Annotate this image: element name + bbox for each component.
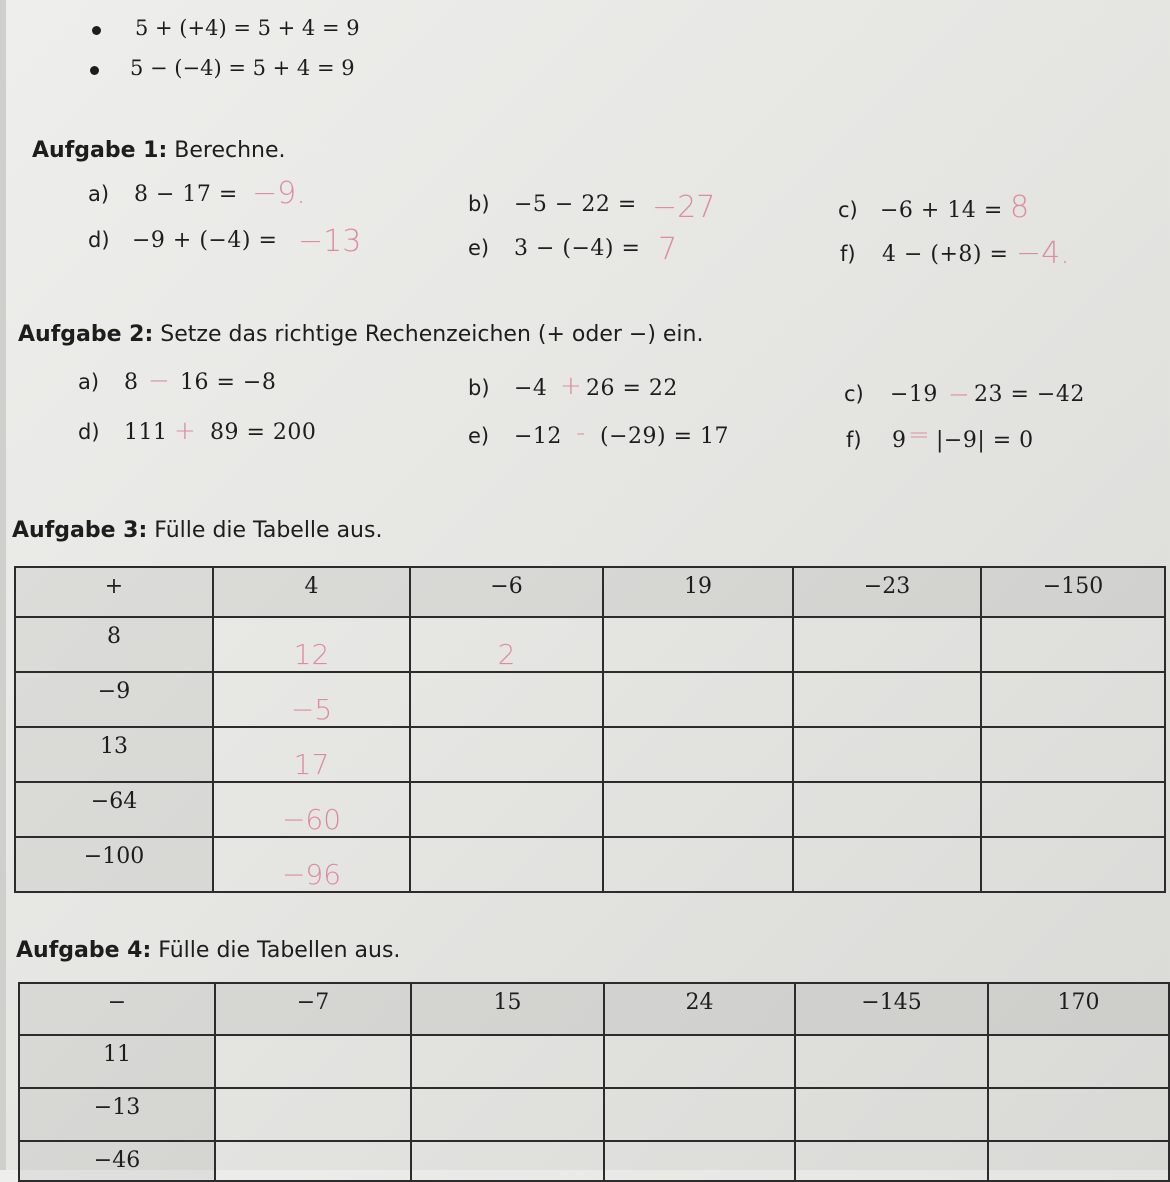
row-header: −46 (19, 1141, 215, 1181)
task1-label: f) (840, 242, 856, 266)
table-cell[interactable] (213, 672, 410, 727)
handwritten-answer: −60 (281, 803, 342, 836)
table-corner-operator: − (19, 983, 215, 1035)
addition-table (14, 566, 1166, 893)
table-row (19, 1035, 1169, 1088)
task3-title: Aufgabe 3: Fülle die Tabelle aus. (12, 518, 383, 543)
task2-operator: - (576, 418, 586, 448)
table-row (19, 1141, 1169, 1181)
table-cell[interactable] (410, 782, 603, 837)
task2-label: a) (78, 370, 100, 394)
row-header: −64 (15, 782, 213, 837)
table-cell[interactable] (793, 672, 981, 727)
table-cell[interactable] (795, 1035, 988, 1088)
task2-left: 8 (124, 370, 139, 395)
table-cell[interactable] (410, 617, 603, 672)
task1-label: e) (468, 236, 490, 260)
table-cell[interactable] (411, 1035, 604, 1088)
bullet (92, 26, 101, 35)
column-header: −7 (215, 983, 411, 1035)
task2-left: −4 (514, 376, 548, 401)
table-cell[interactable] (215, 1035, 411, 1088)
subtraction-table (18, 982, 1170, 1182)
table-cell[interactable] (213, 782, 410, 837)
table-cell[interactable] (604, 1088, 795, 1141)
column-header: 15 (411, 983, 604, 1035)
task2-operator: = (908, 420, 930, 450)
table-row (19, 1088, 1169, 1141)
table-cell[interactable] (213, 727, 410, 782)
table-cell[interactable] (981, 837, 1165, 892)
table-cell[interactable] (411, 1088, 604, 1141)
bullet (90, 66, 99, 75)
task1-answer: −27 (652, 190, 716, 225)
column-header: 4 (213, 567, 410, 617)
table-cell[interactable] (988, 1088, 1169, 1141)
task2-label: f) (846, 428, 862, 452)
task2-right: (−29) = 17 (600, 424, 730, 449)
table-cell[interactable] (793, 837, 981, 892)
task2-operator: + (174, 416, 196, 446)
table-cell[interactable] (988, 1141, 1169, 1181)
table-cell[interactable] (410, 727, 603, 782)
task1-label: c) (838, 198, 858, 222)
table-cell[interactable] (981, 672, 1165, 727)
task2-label: c) (844, 382, 864, 406)
row-header: −13 (19, 1088, 215, 1141)
task2-label: d) (78, 420, 100, 444)
table-cell[interactable] (981, 727, 1165, 782)
task2-right: 26 = 22 (586, 376, 678, 401)
row-header: −9 (15, 672, 213, 727)
task4-title: Aufgabe 4: Fülle die Tabellen aus. (16, 938, 401, 963)
table-cell[interactable] (603, 837, 793, 892)
task1-answer: −13 (298, 224, 362, 259)
row-header: 11 (19, 1035, 215, 1088)
task2-operator: − (148, 366, 170, 396)
page-edge (0, 0, 6, 1170)
task2-right: |−9| = 0 (936, 428, 1034, 453)
table-cell[interactable] (603, 672, 793, 727)
rule-line: 5 − (−4) = 5 + 4 = 9 (130, 56, 355, 80)
task2-operator: − (948, 380, 970, 410)
task1-label: d) (88, 228, 110, 252)
row-header: 8 (15, 617, 213, 672)
task2-operator: + (560, 371, 582, 401)
table-row (15, 837, 1165, 892)
table-cell[interactable] (411, 1141, 604, 1181)
task2-label: e) (468, 424, 490, 448)
task1-answer: 7 (658, 232, 678, 267)
task1-expr: 3 − (−4) = (514, 236, 641, 261)
handwritten-answer: −5 (290, 693, 333, 726)
task2-right: 23 = −42 (974, 382, 1085, 407)
table-cell[interactable] (213, 837, 410, 892)
table-cell[interactable] (213, 617, 410, 672)
task1-answer: −4. (1016, 236, 1070, 271)
column-header: 24 (604, 983, 795, 1035)
task1-expr: 8 − 17 = (134, 182, 238, 207)
rule-line: 5 + (+4) = 5 + 4 = 9 (135, 16, 360, 40)
table-cell[interactable] (603, 782, 793, 837)
table-cell[interactable] (981, 782, 1165, 837)
handwritten-answer: 17 (293, 748, 330, 781)
table-cell[interactable] (410, 672, 603, 727)
task1-title: Aufgabe 1: Berechne. (32, 138, 286, 163)
task2-right: 16 = −8 (180, 370, 277, 395)
column-header: −23 (793, 567, 981, 617)
handwritten-answer: 2 (497, 638, 516, 671)
column-header: −6 (410, 567, 603, 617)
table-row (15, 782, 1165, 837)
task2-title: Aufgabe 2: Setze das richtige Rechenzeichen (+ oder −) ein. (18, 322, 704, 347)
table-cell[interactable] (215, 1088, 411, 1141)
table-cell[interactable] (215, 1141, 411, 1181)
handwritten-answer: −96 (281, 858, 342, 891)
column-header: −145 (795, 983, 988, 1035)
task2-left: −12 (514, 424, 562, 449)
task1-answer: 8 (1010, 190, 1030, 225)
task1-answer: −9. (252, 176, 306, 211)
task1-expr: −6 + 14 = (880, 198, 1003, 223)
table-row (15, 617, 1165, 672)
task1-expr: −9 + (−4) = (132, 228, 278, 253)
task1-expr: −5 − 22 = (514, 192, 637, 217)
task1-label: a) (88, 182, 110, 206)
task1-expr: 4 − (+8) = (882, 242, 1009, 267)
handwritten-answer: 12 (293, 638, 330, 671)
row-header: 13 (15, 727, 213, 782)
column-header: −150 (981, 567, 1165, 617)
table-cell[interactable] (795, 1141, 988, 1181)
table-cell[interactable] (793, 727, 981, 782)
task2-left: −19 (890, 382, 938, 407)
table-cell[interactable] (603, 617, 793, 672)
table-cell[interactable] (793, 782, 981, 837)
table-cell[interactable] (410, 837, 603, 892)
table-cell[interactable] (793, 617, 981, 672)
table-row (15, 672, 1165, 727)
task2-right: 89 = 200 (210, 420, 317, 445)
table-corner-operator: + (15, 567, 213, 617)
table-row (15, 727, 1165, 782)
task2-left: 9 (892, 428, 907, 453)
task2-label: b) (468, 376, 490, 400)
table-cell[interactable] (795, 1088, 988, 1141)
column-header: 170 (988, 983, 1169, 1035)
table-cell[interactable] (988, 1035, 1169, 1088)
table-cell[interactable] (981, 617, 1165, 672)
table-cell[interactable] (604, 1141, 795, 1181)
column-header: 19 (603, 567, 793, 617)
table-cell[interactable] (604, 1035, 795, 1088)
row-header: −100 (15, 837, 213, 892)
task2-left: 111 (124, 420, 168, 445)
table-cell[interactable] (603, 727, 793, 782)
task1-label: b) (468, 192, 490, 216)
